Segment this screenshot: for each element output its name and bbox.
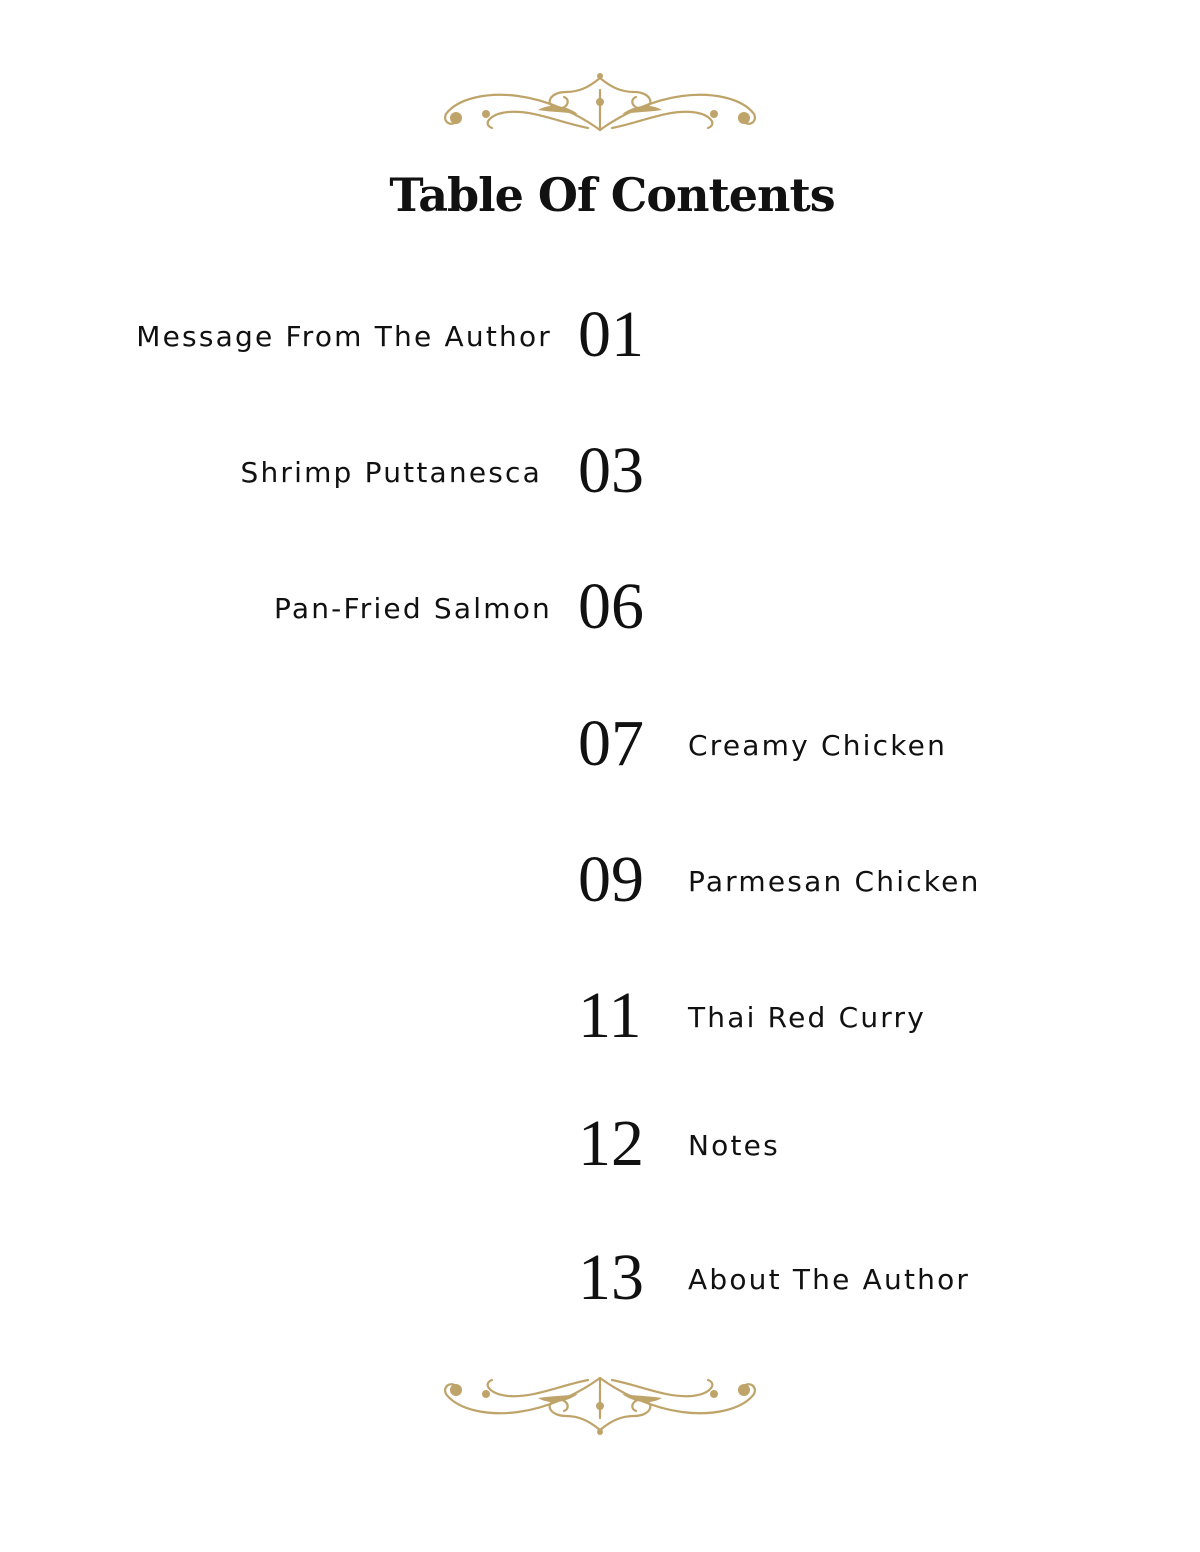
toc-entry[interactable] (0, 1107, 1200, 1201)
toc-entry-page-number: 13 (578, 1241, 644, 1314)
toc-entry[interactable] (0, 979, 1200, 1073)
toc-entry[interactable] (0, 843, 1200, 937)
toc-entry-page-number: 06 (578, 570, 644, 643)
toc-entry[interactable] (0, 434, 1200, 528)
toc-entry-label: Notes (688, 1129, 780, 1162)
toc-entry-page-number: 11 (578, 979, 642, 1052)
toc-entry-page-number: 12 (578, 1107, 644, 1180)
toc-entry-label: About The Author (688, 1263, 971, 1296)
toc-entry[interactable] (0, 298, 1200, 392)
toc-entry[interactable] (0, 570, 1200, 664)
toc-entry-label: Shrimp Puttanesca (240, 456, 542, 489)
page-title: Table Of Contents (389, 168, 835, 222)
toc-entry[interactable] (0, 1241, 1200, 1335)
toc-entry-page-number: 07 (578, 707, 644, 780)
toc-entry-page-number: 09 (578, 843, 644, 916)
toc-entry-label: Creamy Chicken (688, 729, 948, 762)
toc-entry-label: Pan-Fried Salmon (274, 592, 552, 625)
toc-entry-page-number: 01 (578, 298, 644, 371)
toc-entry[interactable] (0, 707, 1200, 801)
flourish-top-icon (438, 70, 762, 136)
toc-entry-label: Parmesan Chicken (688, 865, 981, 898)
toc-entry-page-number: 03 (578, 434, 644, 507)
flourish-bottom-icon (438, 1372, 762, 1438)
toc-entry-label: Thai Red Curry (688, 1001, 926, 1034)
toc-entry-label: Message From The Author (136, 320, 552, 353)
